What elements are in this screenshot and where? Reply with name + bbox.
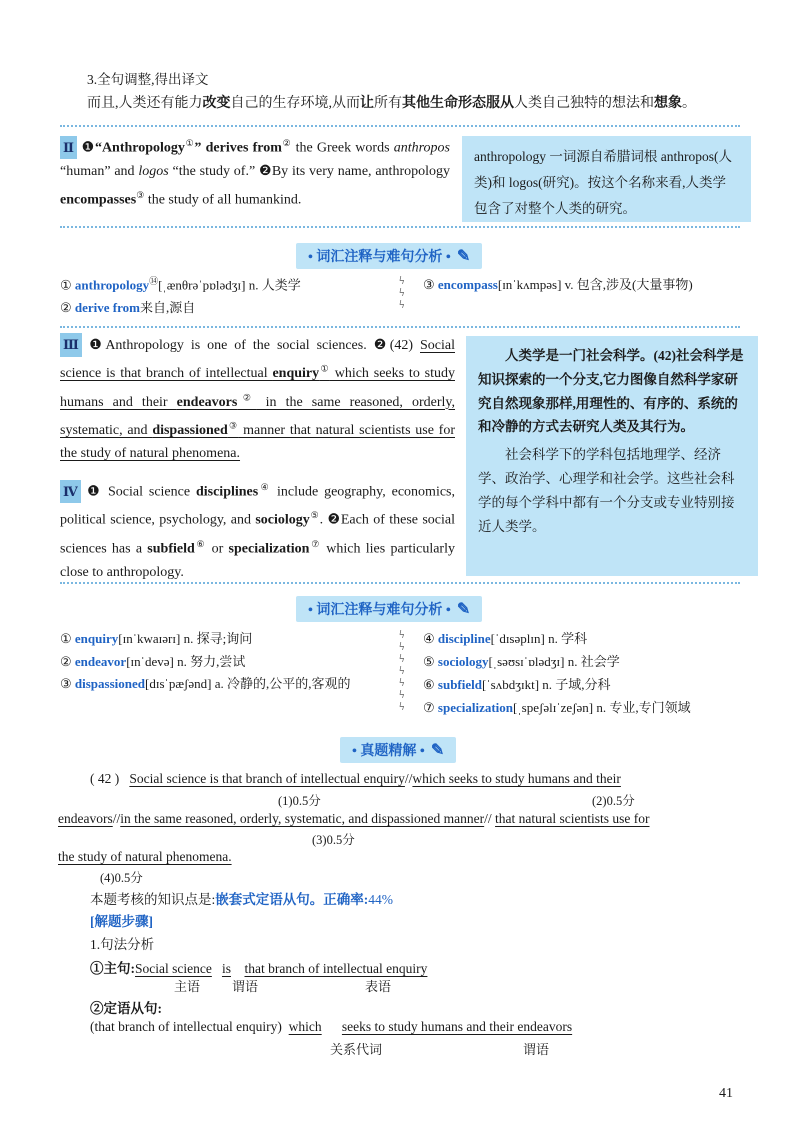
- wave-divider: ϟ ϟ ϟ: [399, 273, 404, 311]
- steps-label: [解题步骤]: [90, 914, 153, 929]
- section-2-text: Ⅱ ❶“Anthropology①” derives from② the Greek words anthropos “human” and logos “the study of.” ❷By its very name, anthropology encompasses③ the study of all humankind.: [60, 132, 450, 212]
- analysis-line-2: endeavors//in the same reasoned, orderly, systematic, and dispassioned manner// that natural scientists use for: [58, 811, 650, 826]
- vocab-header-2: • 词汇注释与难句分析 • ✎: [296, 596, 482, 622]
- step-title: 3.全句调整,得出译文: [87, 72, 209, 87]
- translation-box-3: 人类学是一门社会科学。(42)社会科学是知识探索的一个分支,它力图像自然科学家研究自然现象那样,用理性的、有序的、系统的和冷静的方式去研究人类及其行为。 社会科学下的学科包括地理学、经济学、政治学、心理学和社会学。这些社会科学的每个学科中都有一个分支或专业特别接近人类学。: [466, 336, 758, 576]
- section-4-text: Ⅳ ❶ Social science disciplines④ include geography, economics, political science, psychology, and sociology⑤. ❷Each of these social sciences has a subfield⑥ or specialization⑦ which lies particularly close to anthropology.: [60, 476, 455, 584]
- relative-clause-label: ②定语从句:: [90, 1001, 162, 1016]
- pen-icon: ✎: [456, 601, 471, 618]
- wave-divider: ϟ ϟ ϟ ϟ ϟ ϟ ϟ: [399, 627, 404, 713]
- relative-pronoun-tag: 关系代词: [330, 1042, 383, 1057]
- section-roman-4: Ⅳ: [60, 480, 81, 504]
- section-roman-3: Ⅲ: [60, 333, 82, 357]
- subject-tag: 主语: [174, 979, 201, 994]
- score-2: (2)0.5分: [592, 794, 635, 808]
- vocab-header-1: • 词汇注释与难句分析 • ✎: [296, 243, 482, 269]
- predicative-tag: 表语: [365, 979, 392, 994]
- pen-icon: ✎: [456, 248, 471, 265]
- section-3-text: Ⅲ ❶Anthropology is one of the social sciences. ❷(42) Social science is that branch of intellectual enquiry① which seeks to study humans and their endeavors② in the same reasoned, orderly, systematic, and dispassioned③ manner that natural scientists use for the study of natural phenomena.: [60, 333, 455, 466]
- main-clause: ①主句:Social science is that branch of intellectual enquiry: [90, 961, 428, 976]
- vocab-item: ⑦ specialization[ˌspeʃəlɪˈzeʃən] n. 专业,专门领域: [423, 700, 691, 715]
- vocab-item: ① anthropology⑭[ˌænθrəˈpɒlədʒɪ] n. 人类学: [60, 276, 301, 293]
- analysis-line-3: the study of natural phenomena.: [58, 849, 232, 864]
- step-text: 而且,人类还有能力改变自己的生存环境,从而让所有其他生命形态服从人类自己独特的想法和想象。: [87, 96, 696, 111]
- vocab-item: ③ dispassioned[dɪsˈpæʃənd] a. 冷静的,公平的,客观的: [60, 676, 351, 691]
- knowledge-line: 本题考核的知识点是:嵌套式定语从句。正确率:44%: [90, 892, 394, 907]
- verb-tag: 谓语: [232, 979, 259, 994]
- score-4: (4)0.5分: [100, 871, 143, 885]
- pen-icon: ✎: [430, 742, 445, 759]
- translation-box-2: anthropology 一词源自希腊词根 anthropos(人类)和 logos(研究)。按这个名称来看,人类学包含了对整个人类的研究。: [462, 136, 751, 222]
- vocab-item: ③ encompass[ɪnˈkʌmpəs] v. 包含,涉及(大量事物): [423, 277, 693, 292]
- divider: [60, 226, 740, 228]
- score-1: (1)0.5分: [278, 794, 321, 808]
- vocab-item: ⑥ subfield[ˈsʌbdʒɪkt] n. 子域,分科: [423, 677, 611, 692]
- divider: [60, 582, 740, 584]
- vocab-item: ② endeavor[ɪnˈdevə] n. 努力,尝试: [60, 654, 246, 669]
- analysis-line-1: ( 42 ) Social science is that branch of intellectual enquiry//which seeks to study humans and their: [90, 771, 621, 786]
- section-roman-2: Ⅱ: [60, 136, 77, 160]
- divider: [60, 326, 740, 328]
- score-3: (3)0.5分: [312, 833, 355, 847]
- vocab-item: ① enquiry[ɪnˈkwaɪərɪ] n. 探寻;询问: [60, 631, 253, 646]
- vocab-item: ② derive from来自,源自: [60, 300, 196, 315]
- page-number: 41: [719, 1086, 733, 1101]
- relative-predicate-tag: 谓语: [523, 1042, 550, 1057]
- vocab-item: ⑤ sociology[ˌsəʊsɪˈɒlədʒɪ] n. 社会学: [423, 654, 620, 669]
- vocab-item: ④ discipline[ˈdɪsəplɪn] n. 学科: [423, 631, 588, 646]
- divider: [60, 125, 740, 127]
- syntax-label: 1.句法分析: [90, 937, 155, 952]
- relative-clause: (that branch of intellectual enquiry) which seeks to study humans and their endeavors: [90, 1019, 573, 1034]
- real-exam-header: • 真题精解 • ✎: [340, 737, 456, 763]
